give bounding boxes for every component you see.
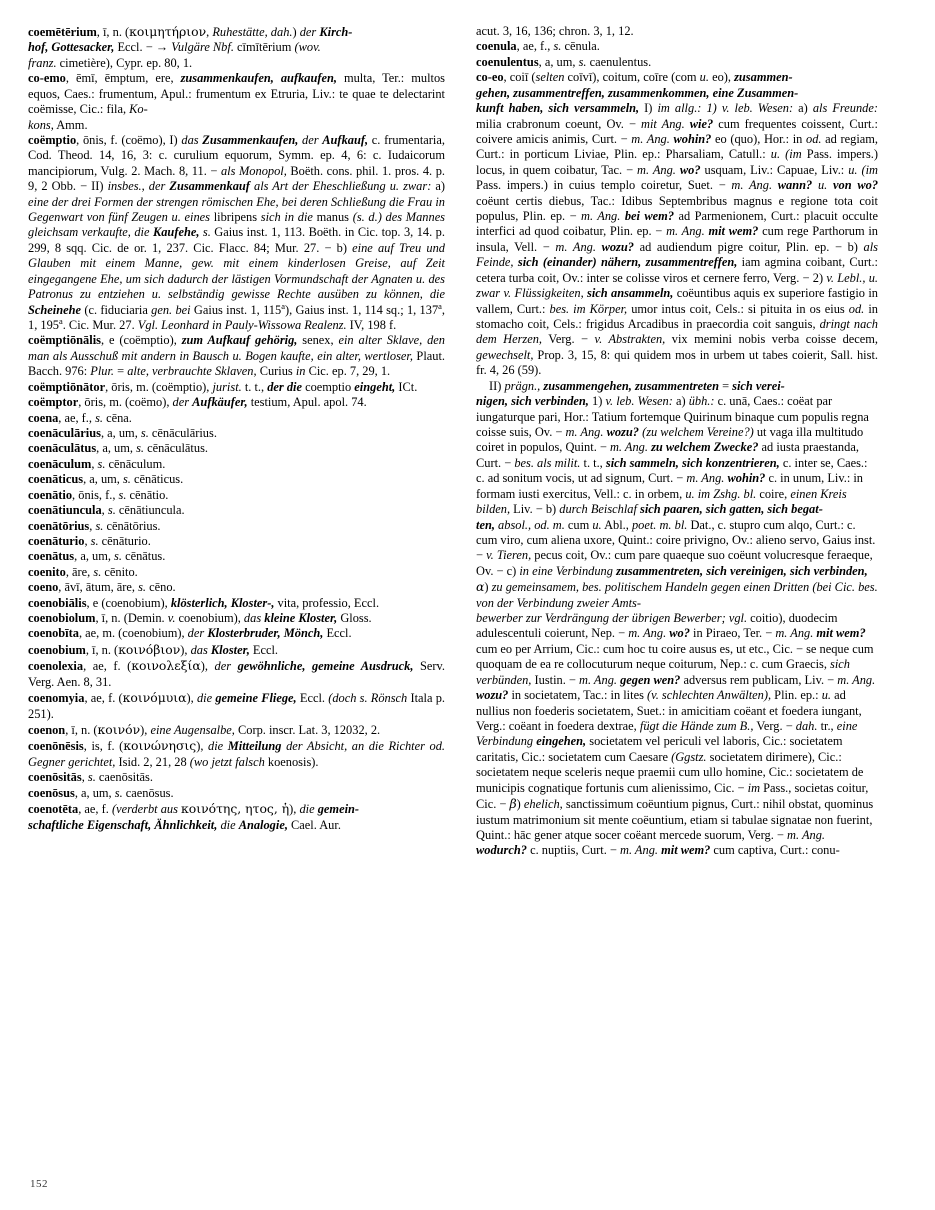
dictionary-entry: coenobīta, ae, m. (coenobium), der Klosterbruder, Mönch, Eccl. — [28, 626, 352, 641]
dictionary-entry: coëmptio, ōnis, f. (coëmo), I) das Zusammenkaufen, der Aufkauf, c. frumentaria, Cod. Theod. 14, 16, 3: c. curulium equorum, Symm. ep. 4, 6: c. Iudaicorum mancipiorum, Vulg. 2. Mach. 8, 11. − als Monopol, Boëth. cons. phil. 1. pros. 4. p. 9, 2 Obb. − II) insbes., der Zusammenkauf als Art der Eheschließung u. zwar: a) eine der drei Formen der strengen römischen Ehe, bei deren Schließung die Frau in Gegenwart von fünf Zeugen u. eines libripens sich in die manus (s. d.) des Mannes gleichsam verkaufte, die Kaufehe, s. Gaius inst. 1, 113. Boëth. in Cic. top. 3, 14. p. 299, 8 sqq. Cic. de or. 1, 237. Cic. Flacc. 84; Mur. 27. − b) eine auf Treu und Glauben mit einem Manne, gew. mit einem kinderlosen Greise, auf Zeit eingegangene Ehe, um sich dadurch der lästigen Vormundschaft der Agnaten u. des Patronus zu entziehen u. selbständig gewisse Rechte ausüben zu können, die Scheinehe (c. fiduciaria gen. bei Gaius inst. 1, 115$^a$), Gaius inst. 1, 114 sq.; 1, 137$^a$, 1, 195$^a$. Cic. Mur. 27. Vgl. Leonhard in Pauly-Wissowa Realenz. IV, 198 f. — [28, 132, 446, 333]
dictionary-entry: coenito, āre, s. cēnito. — [28, 564, 138, 579]
dictionary-entry: co-emo, ēmī, ēmptum, ere, zusammenkaufen, aufkaufen, multa, Ter.: multos equos, Caes.: frumentum, Apul.: frumentum ex Etruria, Liv.: te quae te delectarint coëmisse, Cic.: fila, Ko- kons, Amm. — [28, 71, 445, 132]
dictionary-entry: coenāturio, s. cēnāturio. — [28, 533, 151, 548]
dictionary-entry: coenula, ae, f., s. cēnula. — [476, 39, 600, 54]
dictionary-entry: coeno, āvī, ātum, āre, s. cēno. — [28, 580, 176, 595]
dictionary-entry: coenobium, ī, n. (κοινόβιον), das Kloster, Eccl. — [28, 641, 279, 657]
dictionary-entry: coenulentus, a, um, s. caenulentus. — [476, 54, 652, 69]
dictionary-entry: coenon, ī, n. (κοινόν), eine Augensalbe, Corp. inscr. Lat. 3, 12032, 2. — [28, 721, 381, 737]
dictionary-entry: coenātiuncula, s. cēnātiuncula. — [28, 503, 185, 518]
dictionary-entry: coenātus, a, um, s. cēnātus. — [28, 549, 166, 564]
dictionary-entry: coenōsus, a, um, s. caenōsus. — [28, 785, 174, 800]
left-column — [28, 24, 445, 859]
dictionary-entry: coëmptiōnālis, e (coëmptio), zum Aufkauf gehörig, senex, ein alter Sklave, den man als Ausschuß mit andern in Bausch u. Bogen kaufte, ein alter, wertloser, Plaut. Bacch. 976: Plur. = alte, verbrauchte Sklaven, Curius in Cic. ep. 7, 29, 1. — [28, 333, 445, 379]
entry-continuation: acut. 3, 16, 136; chron. 3, 1, 12. — [476, 24, 634, 38]
dictionary-entry: coenobiālis, e (coenobium), klösterlich, Kloster-, vita, professio, Eccl. — [28, 595, 380, 610]
dictionary-entry: coenāticus, a, um, s. cēnāticus. — [28, 472, 184, 487]
dictionary-entry: coenotēta, ae, f. (verderbt aus κοινότης, ητος, ἡ), die gemein- schaftliche Eigenschaft, Ähnlichkeit, die Analogie, Cael. Aur. — [28, 801, 360, 832]
dictionary-entry: coenātōrius, s. cēnātōrius. — [28, 518, 161, 533]
entry-sense-paragraph: II) prägn., zusammengehen, zusammentreten = sich verei- nigen, sich verbinden, 1) v. leb. Wesen: a) übh.: c. unā, Caes.: coëat par iungaturque pari, Hor.: Tatium fortemque Quirinum binaque cum populis regna coisse suis, Ov. − m. Ang. wozu? (zu welchem Vereine?) ut vaga illa multitudo coiret in populos, Quint. − m. Ang. zu welchem Zwecke? ad iusta praestanda, Curt. − bes. als milit. t. t., sich sammeln, sich konzentrieren, c. inter se, Caes.: c. ad sonitum vocis, ut ad signum, Curt. − m. Ang. wohin? c. in unum, Liv.: in formam iusti exercitus, Vell.: c. in orbem, u. im Zshg. bl. coire, einen Kreis bilden, Liv. − b) durch Beischlaf sich paaren, sich gatten, sich begat- ten, absol., od. m. cum u. Abl., poet. m. bl. Dat., c. stupro cum alqo, Curt.: c. cum viro, cum aliena uxore, Quint.: coire privigno, Ov.: alieno servo, Gaius inst. − v. Tieren, pecus coit, Ov.: cum pare quaeque suo coëunt volucresque feraeque, Ov. − c) in eine Verbindung zusammentreten, sich vereinigen, sich verbinden, α) zu gemeinsamem, bes. politischem Handeln gegen einen Dritten (bei Cic. bes. von der Verbindung zweier Amts- bewerber zur Verdrängung der übrigen Bewerber; vgl. coitio), duodecim adulescentuli coierunt, Nep. − m. Ang. wo? in Piraeo, Ter. − m. Ang. mit wem? cum eo per Arrium, Cic.: cum hoc tu coire ausus es, ut etc., Cic. − se neque cum quoquam de ea re collocuturum neque coiturum, Nep.: c. cum Graecis, sich verbünden, Iustin. − m. Ang. gegen wen? adversus rem publicam, Liv. − m. Ang. wozu? in societatem, Tac.: in lites (v. schlechten Anwälten), Plin. ep.: u. ad nullius non foederis societatem, Suet.: in amicitiam coëant et foedera iungant, Verg.: coëant in foedera dextrae, fügt die Hände zum B., Verg. − dah. tr., eine Verbindung eingehen, societatem vel periculi vel laboris, Cic.: societatem caritatis, Cic.: societatem cum Caesare (Ggstz. societatem dirimere), Cic.: societatem neque sceleris neque praemii cum ullo homine, Cic.: societatem de municipis cognatique fortunis cum alienissimo, Cic. − im Pass., societas coitur, Cic. − β) ehelich, sanctissimum coëuntium pignus, Curt.: nihil obstat, quominus iustum matrimonium sit mente coëuntium, etiam si tabulae signatae non fuerint, Quint.: hāc gener atque socer coëant mercede suorum, Verg. − m. Ang. wodurch? c. nuptiis, Curt. − m. Ang. mit wem? cum captiva, Curt.: conu- — [476, 378, 878, 858]
dictionary-entry: coenomyia, ae, f. (κοινόμυια), die gemeine Fliege, Eccl. (doch s. Rönsch Itala p. 251). — [28, 690, 445, 721]
page-columns — [28, 24, 908, 859]
dictionary-entry: coëmptor, ōris, m. (coëmo), der Aufkäufer, testium, Apul. apol. 74. — [28, 395, 367, 410]
dictionary-entry: coenolexia, ae, f. (κοινολεξία), der gewöhnliche, gemeine Ausdruck, Serv. Verg. Aen. 8, 31. — [28, 658, 446, 689]
dictionary-entry: coëmptiōnātor, ōris, m. (coëmptio), jurist. t. t., der die coemptio eingeht, ICt. — [28, 379, 418, 394]
dictionary-entry: co-eo, coiī (selten coīvī), coitum, coīre (com u. eo), zusammen- gehen, zusammentreffen, zusammenkommen, eine Zusammen- kunft haben, sich versammeln, I) im allg.: 1) v. leb. Wesen: a) als Freunde: milia crabronum coeunt, Ov. − mit Ang. wie? cum frequentes coissent, Curt.: coivere amicis animis, Curt. − m. Ang. wohin? eo (quo), Hor.: in od. ad regiam, Curt.: in porticum Liviae, Plin. ep.: Pharsaliam, Catull.: u. (im Pass. impers.) locus, in quem coibatur, Tac. − m. Ang. wo? usquam, Liv.: Capuae, Liv.: u. (im Pass. impers.) in cuius templo coiretur, Suet. − m. Ang. wann? u. von wo? coëunt certis diebus, Tac.: Idibus Septembribus magnus e regione tota coit populus, Plin. ep. − m. Ang. bei wem? ad Parmenionem, Curt.: placuit occulte interfici ad quod coibatur, Plin. ep. − m. Ang. mit wem? cum rege Parthorum in insula, Vell. − m. Ang. wozu? ad audiendum pigre coitur, Plin. ep. − b) als Feinde, sich (einander) nähern, zusammentreffen, iam agmina coibant, Curt.: cetera turba coit, Ov.: inter se colisse viros et cernere ferro, Verg. − 2) v. Lebl., u. zwar v. Flüssigkeiten, sich ansammeln, coëuntibus aquis ex superiore fastigio in vallem, Curt.: bes. im Körper, umor intus coit, Cels.: si pituita in os eius od. in stomacho coit, Cels.: frigidus Arcadibus in praecordia coit sanguis, dringt nach dem Herzen, Verg. − v. Abstrakten, vix memini nobis verba coisse decem, gewechselt, Prop. 3, 15, 8: qui quidem mos in urbem ut tabes coierit, Sall. hist. fr. 4, 26 (59). — [476, 70, 879, 378]
dictionary-entry: coenobiolum, ī, n. (Demin. v. coenobium), das kleine Kloster, Gloss. — [28, 611, 372, 626]
dictionary-entry: coemētērium, ī, n. (κοιμητήριον, Ruhestätte, dah.) der Kirch- hof, Gottesacker, Eccl. − → Vulgäre Nbf. cīmītērium (wov. franz. cimetière), Cypr. ep. 80, 1. — [28, 24, 353, 70]
dictionary-entry: coenāculātus, a, um, s. cēnāculātus. — [28, 441, 208, 456]
dictionary-entry: coenōnēsis, is, f. (κοινώνησις), die Mitteilung der Absicht, an die Richter od. Gegner gerichtet, Isid. 2, 21, 28 (wo jetzt falsch koenosis). — [28, 738, 445, 769]
dictionary-entry: coena, ae, f., s. cēna. — [28, 410, 132, 425]
dictionary-entry: coenāculārius, a, um, s. cēnāculārius. — [28, 425, 217, 440]
dictionary-entry: coenōsitās, s. caenōsitās. — [28, 770, 153, 785]
page-number: 152 — [30, 1178, 48, 1190]
dictionary-entry: coenātio, ōnis, f., s. cēnātio. — [28, 487, 169, 502]
dictionary-entry: coenāculum, s. cēnāculum. — [28, 456, 166, 471]
right-column — [476, 24, 878, 859]
